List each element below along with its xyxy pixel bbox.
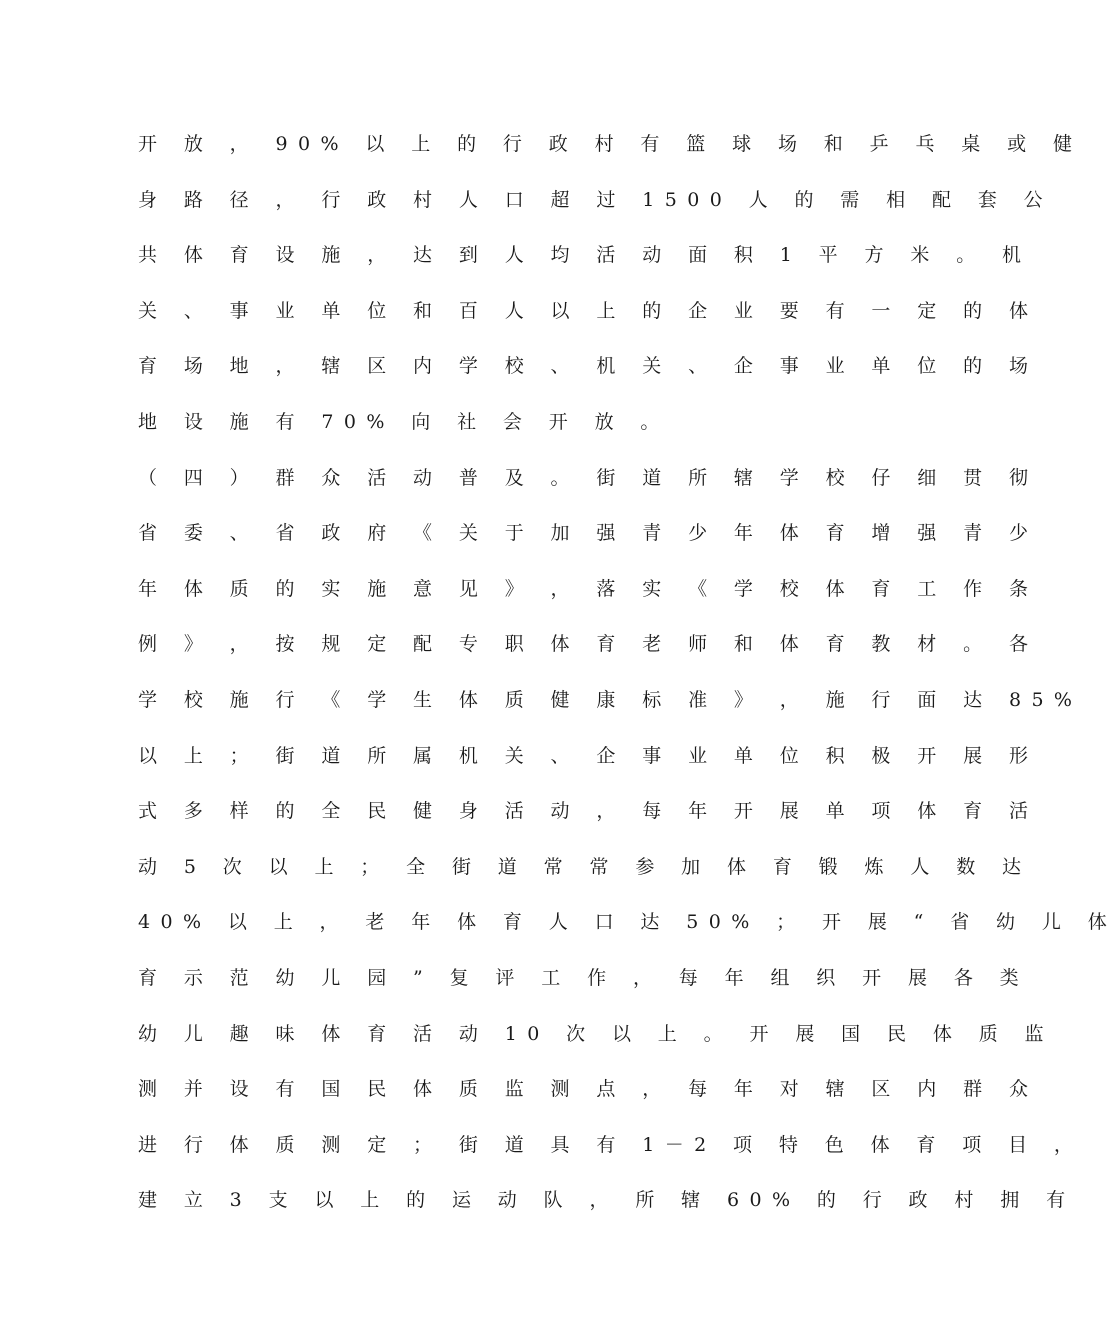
text-line: 进 行 体 质 测 定 ； 街 道 具 有 1－2 项 特 色 体 育 项 目 ，: [138, 1133, 1084, 1156]
text-line: 育 示 范 幼 儿 园 ” 复 评 工 作 ， 每 年 组 织 开 展 各 类: [138, 966, 1030, 989]
text-line: 开 放 ， 90% 以 上 的 行 政 村 有 篮 球 场 和 乒 乓 桌 或 健: [138, 133, 1083, 155]
text-line: 建 立 3 支 以 上 的 运 动 队 ， 所 辖 60% 的 行 政 村 拥 有: [138, 1189, 1076, 1212]
text-line: 省 委 、 省 政 府 《 关 于 加 强 青 少 年 体 育 增 强 青 少: [138, 522, 1039, 545]
text-line: 动 5 次 以 上 ； 全 街 道 常 常 参 加 体 育 锻 炼 人 数 达: [138, 855, 1032, 878]
text-line: 学 校 施 行 《 学 生 体 质 健 康 标 准 》 ， 施 行 面 达 85%: [138, 688, 1083, 711]
text-line: 以 上 ； 街 道 所 属 机 关 、 企 事 业 单 位 积 极 开 展 形: [138, 744, 1039, 767]
text-line: 身 路 径 ， 行 政 村 人 口 超 过 1500 人 的 需 相 配 套 公: [138, 188, 1054, 211]
text-line: 式 多 样 的 全 民 健 身 活 动 ， 每 年 开 展 单 项 体 育 活: [138, 800, 1039, 823]
text-line: 关 、 事 业 单 位 和 百 人 以 上 的 企 业 要 有 一 定 的 体: [138, 299, 1039, 322]
text-line: 年 体 质 的 实 施 意 见 》 ， 落 实 《 学 校 体 育 工 作 条: [138, 577, 1039, 600]
body-text: [138, 128, 1117, 1240]
text-line: 测 并 设 有 国 民 体 质 监 测 点 ， 每 年 对 辖 区 内 群 众: [138, 1078, 1039, 1101]
text-line: 地 设 施 有 70% 向 社 会 开 放 。: [138, 410, 670, 433]
text-line: 共 体 育 设 施 ， 达 到 人 均 活 动 面 积 1 平 方 米 。 机: [138, 244, 1032, 267]
text-line: 幼 儿 趣 味 体 育 活 动 10 次 以 上 。 开 展 国 民 体 质 监: [138, 1022, 1054, 1045]
text-line: 育 场 地 ， 辖 区 内 学 校 、 机 关 、 企 事 业 单 位 的 场: [138, 355, 1039, 378]
text-line: 40% 以 上 ， 老 年 体 育 人 口 达 50% ； 开 展 “ 省 幼 儿 体: [138, 911, 1117, 934]
section-heading-line: （ 四 ） 群 众 活 动 普 及 。 街 道 所 辖 学 校 仔 细 贯 彻: [138, 466, 1039, 489]
text-line: 例 》 ， 按 规 定 配 专 职 体 育 老 师 和 体 育 教 材 。 各: [138, 633, 1039, 656]
